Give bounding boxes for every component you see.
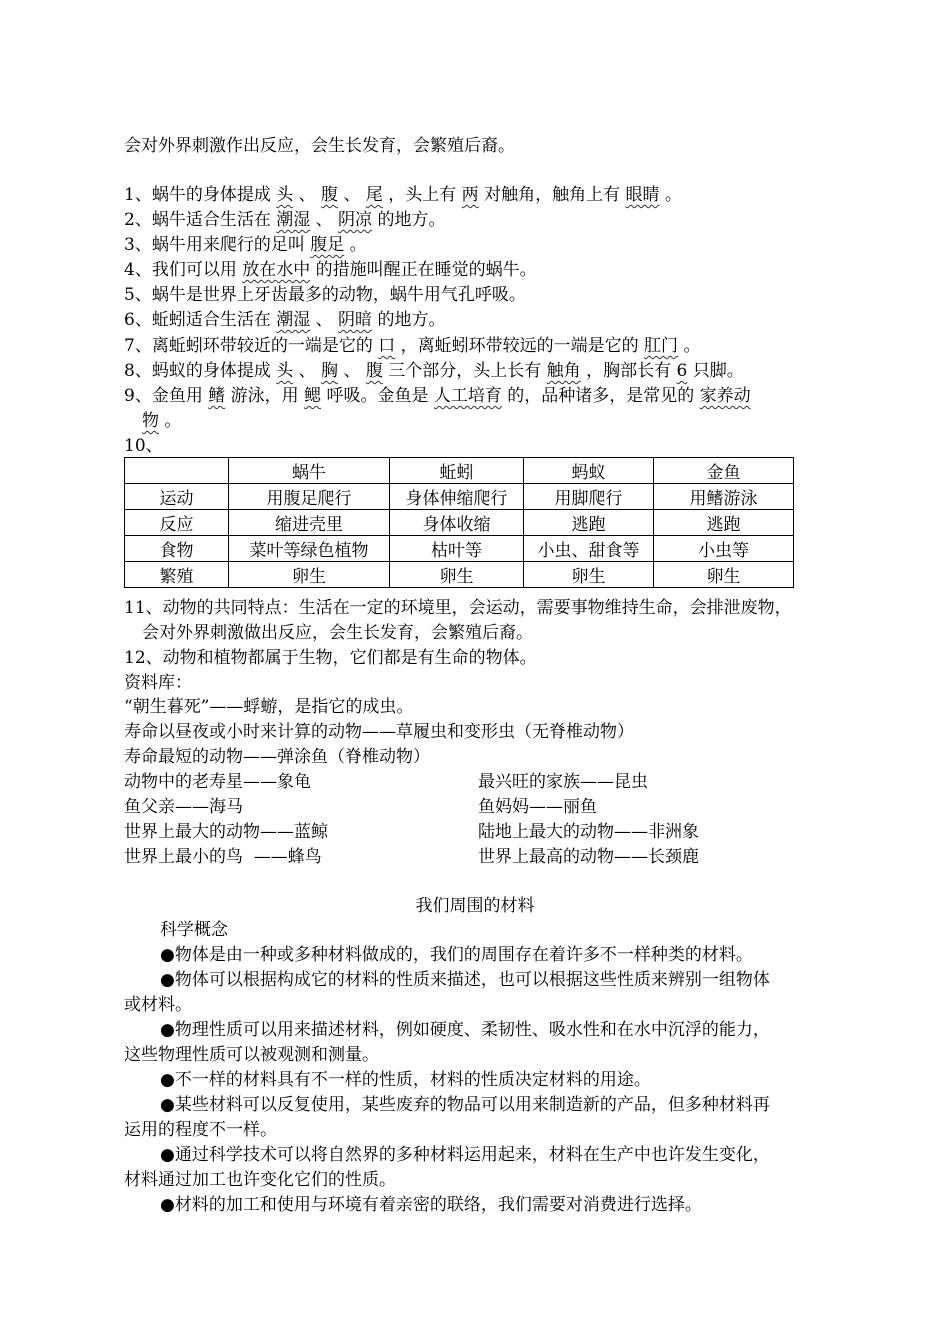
table-cell: 用鳍游泳 xyxy=(654,484,794,510)
answer-blank: 6 xyxy=(676,361,688,381)
library-line: 寿命以昼夜或小时来计算的动物——草履虫和变形虫（无脊椎动物） xyxy=(124,722,634,742)
answer-blank: 腹 xyxy=(321,185,339,205)
concept-bullet: ●物体是由一种或多种材料做成的，我们的周围存在着许多不一样种类的材料。 xyxy=(160,945,753,965)
table-row xyxy=(125,562,794,588)
answer-blank: 人工培育 xyxy=(433,386,502,406)
item-text: 、 xyxy=(293,361,322,381)
library-line: “朝生暮死”——蜉蝣，是指它的成虫。 xyxy=(124,697,414,717)
item-number: 9、 xyxy=(124,386,152,406)
item-number: 1、 xyxy=(124,185,152,205)
library-pair-left: 鱼父亲——海马 xyxy=(124,797,243,817)
concept-bullet: ●某些材料可以反复使用，某些废弃的物品可以用来制造新的产品，但多种材料再 xyxy=(160,1095,770,1115)
fill-in-item xyxy=(124,183,682,207)
fill-in-item xyxy=(124,384,751,408)
item-text: 。 xyxy=(659,185,682,205)
item-text: 我们可以用 xyxy=(151,260,243,280)
fill-in-item xyxy=(124,208,445,232)
answer-blank: 阴暗 xyxy=(338,310,373,330)
item-10-label: 10、 xyxy=(124,436,163,456)
table-row xyxy=(125,484,794,510)
item-text: 。 xyxy=(678,336,701,356)
table-cell: 用腹足爬行 xyxy=(229,484,390,510)
item-text: 的地方。 xyxy=(372,210,446,230)
answer-blank: 眼睛 xyxy=(625,185,660,205)
concept-bullet-cont: 或材料。 xyxy=(124,995,192,1015)
item-number: 4、 xyxy=(124,260,152,280)
item-text: 离蚯蚓环带较近的一端是它的 xyxy=(151,336,379,356)
concept-bullet: ●通过科学技术可以将自然界的多种材料运用起来，材料在生产中也许发生变化， xyxy=(160,1145,770,1165)
library-pair-right: 最兴旺的家族——昆虫 xyxy=(478,772,648,792)
row-label: 食物 xyxy=(125,536,229,562)
item-text: ，离蚯蚓环带较远的一端是它的 xyxy=(395,336,645,356)
item-number: 3、 xyxy=(124,235,152,255)
answer-blank: 口 xyxy=(378,336,396,356)
library-line: 寿命最短的动物——弹涂鱼（脊椎动物） xyxy=(124,747,430,767)
table-cell: 卵生 xyxy=(654,562,794,588)
answer-blank: 阴凉 xyxy=(338,210,373,230)
concept-bullet: ●不一样的材料具有不一样的性质，材料的性质决定材料的用途。 xyxy=(160,1070,651,1090)
answer-blank: 鳍 xyxy=(208,386,226,406)
item-number: 2、 xyxy=(124,210,152,230)
answer-blank: 鳃 xyxy=(304,386,322,406)
table-cell: 缩进壳里 xyxy=(229,510,390,536)
table-header-row xyxy=(125,458,794,484)
answer-blank: 头 xyxy=(276,185,294,205)
row-label: 繁殖 xyxy=(125,562,229,588)
section-title: 我们周围的材料 xyxy=(415,896,535,916)
item-number: 8、 xyxy=(124,361,152,381)
item-text: 的措施叫醒正在睡觉的蜗牛。 xyxy=(310,260,537,280)
table-cell: 用脚爬行 xyxy=(524,484,654,510)
item-text: 金鱼用 xyxy=(151,386,209,406)
item-text: 蚂蚁的身体提成 xyxy=(151,361,277,381)
fill-in-item-cont xyxy=(142,409,181,433)
item-11-line-1: 11、动物的共同特点：生活在一定的环境里，会运动，需要事物维持生命，会排泄废物， xyxy=(124,598,792,618)
item-12: 12、动物和植物都属于生物，它们都是有生命的物体。 xyxy=(124,648,537,668)
library-heading: 资料库： xyxy=(124,673,192,693)
table-cell: 身体伸缩爬行 xyxy=(390,484,524,510)
item-text: 蜗牛适合生活在 xyxy=(151,210,277,230)
table-row xyxy=(125,536,794,562)
concept-bullet-cont: 这些物理性质可以被观测和测量。 xyxy=(124,1045,379,1065)
table-cell: 菜叶等绿色植物 xyxy=(229,536,390,562)
answer-blank: 触角 xyxy=(546,361,581,381)
answer-blank: 腹 xyxy=(365,361,383,381)
fill-in-item xyxy=(124,334,700,358)
item-text: 、 xyxy=(293,185,322,205)
answer-blank: 物 xyxy=(142,411,159,431)
table-cell: 身体收缩 xyxy=(390,510,524,536)
item-text: 。 xyxy=(344,235,367,255)
concept-bullet: ●材料的加工和使用与环境有着亲密的联络，我们需要对消费进行选择。 xyxy=(160,1195,702,1215)
item-text: 、 xyxy=(310,210,339,230)
answer-blank: 潮湿 xyxy=(276,310,311,330)
answer-blank: 家养动 xyxy=(699,386,751,406)
table-cell: 小虫等 xyxy=(654,536,794,562)
table-cell: 卵生 xyxy=(229,562,390,588)
item-11-line-2: 会对外界刺激做出反应，会生长发育，会繁殖后裔。 xyxy=(142,623,533,643)
library-pair-left: 世界上最大的动物——蓝鲸 xyxy=(124,822,328,842)
table-cell: 小虫、甜食等 xyxy=(524,536,654,562)
concept-bullet: ●物理性质可以用来描述材料，例如硬度、柔韧性、吸水性和在水中沉浮的能力， xyxy=(160,1020,770,1040)
concept-bullet-cont: 材料通过加工也许变化它们的性质。 xyxy=(124,1170,396,1190)
library-pair-right: 鱼妈妈——丽鱼 xyxy=(478,797,597,817)
item-text: 游泳，用 xyxy=(225,386,305,406)
item-text: 、 xyxy=(338,361,366,381)
answer-blank: 头 xyxy=(276,361,294,381)
item-text: 蜗牛用来爬行的足叫 xyxy=(151,235,311,255)
answer-blank: 肛门 xyxy=(644,336,679,356)
library-pair-right: 世界上最高的动物——长颈鹿 xyxy=(478,847,699,867)
library-pair-left: 动物中的老寿星——象龟 xyxy=(124,772,311,792)
row-label: 反应 xyxy=(125,510,229,536)
answer-blank: 放在水中 xyxy=(242,260,311,280)
item-text: ，头上有 xyxy=(382,185,462,205)
answer-blank: 腹足 xyxy=(310,235,345,255)
table-cell: 逃跑 xyxy=(524,510,654,536)
table-cell: 卵生 xyxy=(390,562,524,588)
item-text: 对触角，触角上有 xyxy=(478,185,626,205)
concept-bullet-cont: 运用的程度不一样。 xyxy=(124,1120,277,1140)
answer-blank: 两 xyxy=(461,185,479,205)
item-text: 、 xyxy=(310,310,339,330)
item-text: 蜗牛的身体提成 xyxy=(151,185,277,205)
item-text: 三个部分，头上长有 xyxy=(382,361,547,381)
item-text: 、 xyxy=(338,185,366,205)
item-text: 的，品种诸多，是常见的 xyxy=(501,386,700,406)
table-header-cell xyxy=(125,458,229,484)
fill-in-item xyxy=(124,308,445,332)
table-row xyxy=(125,510,794,536)
answer-blank: 胸 xyxy=(321,361,339,381)
fill-in-item xyxy=(124,258,537,282)
fill-in-item xyxy=(124,233,367,257)
item-number: 7、 xyxy=(124,336,152,356)
table-cell: 卵生 xyxy=(524,562,654,588)
fill-in-item xyxy=(124,283,526,307)
table-header-cell: 蚂蚁 xyxy=(524,458,654,484)
item-text: 蚯蚓适合生活在 xyxy=(151,310,277,330)
table-header-cell: 蚯蚓 xyxy=(390,458,524,484)
item-text: 的地方。 xyxy=(372,310,446,330)
table-cell: 逃跑 xyxy=(654,510,794,536)
concept-bullet: ●物体可以根据构成它的材料的性质来描述，也可以根据这些性质来辨别一组物体 xyxy=(160,970,770,990)
table-header-cell: 金鱼 xyxy=(654,458,794,484)
concept-heading: 科学概念 xyxy=(160,920,228,940)
library-pair-right: 陆地上最大的动物——非洲象 xyxy=(478,822,699,842)
library-pair-left: 世界上最小的鸟 ——蜂鸟 xyxy=(124,847,322,867)
item-number: 5、 xyxy=(124,285,152,305)
item-text: ，胸部长有 xyxy=(580,361,677,381)
item-text: 呼吸。金鱼是 xyxy=(321,386,434,406)
answer-blank: 潮湿 xyxy=(276,210,311,230)
fill-in-item xyxy=(124,359,744,383)
item-number: 6、 xyxy=(124,310,152,330)
table-cell: 枯叶等 xyxy=(390,536,524,562)
item-text: 。 xyxy=(159,411,182,431)
animal-comparison-table xyxy=(124,457,794,588)
item-text: 只脚。 xyxy=(687,361,744,381)
item-text: 蜗牛是世界上牙齿最多的动物，蜗牛用气孔呼吸。 xyxy=(151,285,526,305)
table-header-cell: 蜗牛 xyxy=(229,458,390,484)
intro-line: 会对外界刺激作出反应，会生长发育，会繁殖后裔。 xyxy=(124,136,515,156)
answer-blank: 尾 xyxy=(365,185,383,205)
row-label: 运动 xyxy=(125,484,229,510)
